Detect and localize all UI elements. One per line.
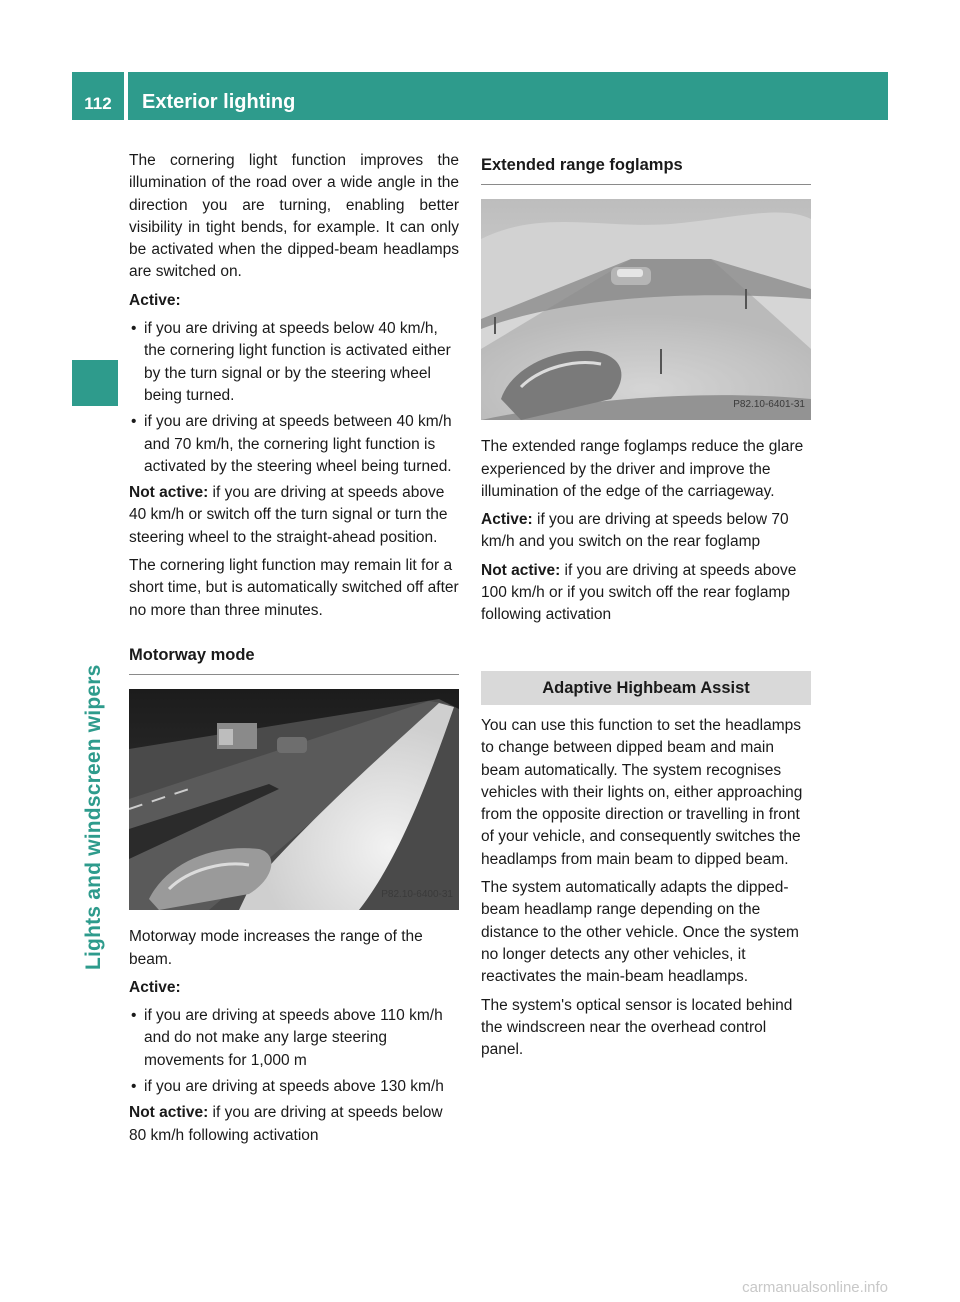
motorway-intro: Motorway mode increases the range of the beam. <box>129 928 423 968</box>
site-watermark: carmanualsonline.info <box>742 1279 888 1296</box>
foglamps-active-label: Active: <box>481 511 533 529</box>
adaptive-highbeam-heading: Adaptive Highbeam Assist <box>481 671 811 705</box>
motorway-active-label: Active: <box>129 978 181 996</box>
highbeam-paragraph-1: You can use this function to set the headlamps to change between dipped beam and main beam automatically. The system recognises vehicles with their lights on, either approaching from the opposite direction or travelling in front of your vehicle, and consequently switches the headlamps from main beam to dipped beam. <box>481 716 803 868</box>
chapter-tab-marker <box>72 360 118 406</box>
foglamps-not-active-text: if you are driving at speeds above 100 km/h or if you switch off the rear foglamp following activation <box>481 561 797 624</box>
highbeam-paragraph-3: The system's optical sensor is located behind the windscreen near the overhead control panel. <box>481 996 793 1059</box>
chapter-title: Exterior lighting <box>142 91 296 113</box>
page-number: 112 <box>84 94 112 113</box>
motorway-mode-illustration <box>129 689 459 910</box>
cornering-intro: The cornering light function improves the illumination of the road over a wide angle in the direction you are turning, enabling better visibility in tight bends, for example. It can only be activated when the dipped-beam headlamps are switched on. <box>129 152 459 281</box>
cornering-not-active <box>129 482 459 549</box>
foglamps-figure-code: P82.10-6401-31 <box>733 399 805 410</box>
motorway-bullet-1: • if you are driving at speeds above 110 km/h and do not make any large steering movements for 1,000 m <box>129 1005 459 1072</box>
foglamps-illustration <box>481 199 811 420</box>
left-column <box>129 150 459 1153</box>
foglamps-scene-graphic <box>481 199 811 420</box>
motorway-figure-code: P82.10-6400-31 <box>381 888 453 900</box>
foglamps-heading: Extended range foglamps <box>481 154 811 185</box>
foglamps-not-active <box>481 560 811 627</box>
cornering-bullet-2: • if you are driving at speeds between 40 km/h and 70 km/h, the cornering light function is activated by the steering wheel being turned. <box>129 411 459 478</box>
motorway-not-active-text: if you are driving at speeds below 80 km/h following activation <box>129 1104 443 1144</box>
header-divider <box>124 72 128 120</box>
cornering-active-label: Active: <box>129 291 181 309</box>
foglamps-intro: The extended range foglamps reduce the glare experienced by the driver and improve the illumination of the edge of the carriageway. <box>481 438 804 500</box>
motorway-scene-graphic <box>129 689 459 910</box>
cornering-remain-text: The cornering light function may remain lit for a short time, but is automatically switched off after no more than three minutes. <box>129 557 459 619</box>
motorway-not-active <box>129 1102 459 1147</box>
motorway-not-active-label: Not active: <box>129 1104 209 1122</box>
highbeam-paragraph-2: The system automatically adapts the dipped-beam headlamp range depending on the distance to the other vehicle. Once the system no longer detects any other vehicles, it reactivates the main-beam headlamps. <box>481 879 799 986</box>
not-active-text: if you are driving at speeds above 40 km/h or switch off the turn signal or turn the steering wheel to the straight-ahead position. <box>129 484 448 546</box>
foglamps-not-active-label: Not active: <box>481 561 561 579</box>
not-active-label: Not active: <box>129 484 209 502</box>
foglamps-active-text: if you are driving at speeds below 70 km/h and you switch on the rear foglamp <box>481 511 789 551</box>
motorway-bullet-2: • if you are driving at speeds above 130 km/h <box>129 1076 459 1098</box>
motorway-mode-heading: Motorway mode <box>129 644 459 675</box>
right-column <box>481 150 811 1067</box>
foglamps-active <box>481 509 811 554</box>
cornering-bullet-1: • if you are driving at speeds below 40 km/h, the cornering light function is activated either by the turn signal or by the steering wheel being turned. <box>129 318 459 407</box>
